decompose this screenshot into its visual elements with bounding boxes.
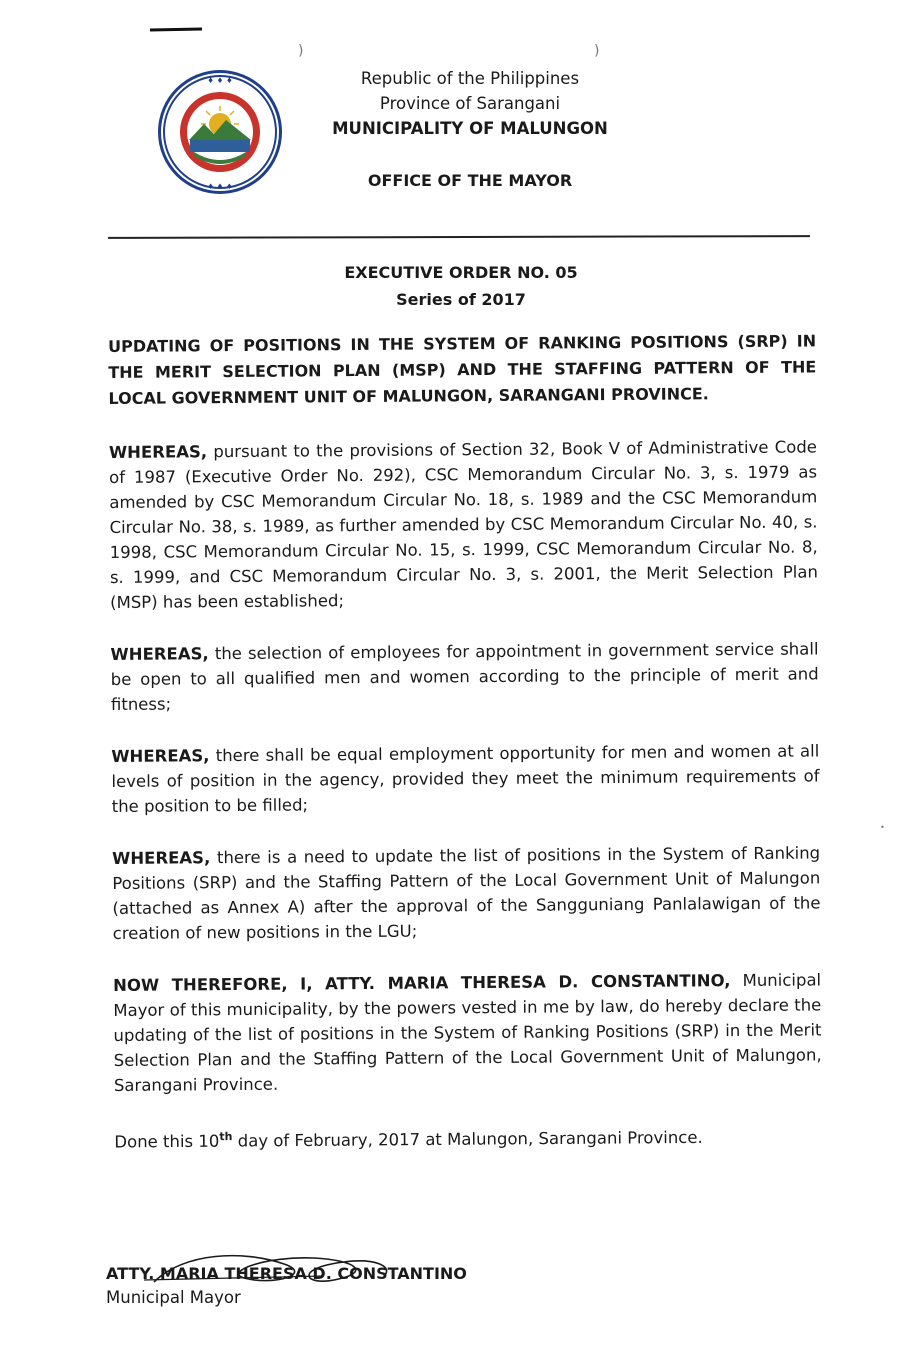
- order-number: EXECUTIVE ORDER NO. 05: [344, 263, 578, 282]
- whereas-text: the selection of employees for appointment in government service shall be open to all qualified men and women according to the principle of merit and fitness;: [110, 639, 819, 714]
- done-line: [114, 1119, 822, 1154]
- done-suffix: day of February, 2017 at Malungon, Sarangani Province.: [232, 1127, 703, 1151]
- document-body: [108, 328, 822, 1154]
- whereas-text: pursuant to the provisions of Section 32, Book V of Administrative Code of 1987 (Executive Order No. 292), CSC Memorandum Circular No. 3, s. 1979 as amended by CSC Memorandum Circular No. 18, s. 1989 and the CSC Memorandum Circular No. 38, s. 1989, as further amended by CSC Memorandum Circular No. 40, s. 1998, CSC Memorandum Circular No. 15, s. 1999, CSC Memorandum Circular No. 8, s. 1999, and CSC Memorandum Circular No. 3, s. 2001, the Merit Selection Plan (MSP) has been established;: [109, 437, 818, 612]
- office-line: OFFICE OF THE MAYOR: [367, 171, 573, 190]
- republic-line: Republic of the Philippines: [360, 69, 580, 88]
- order-series: Series of 2017: [396, 290, 526, 309]
- therefore-paragraph: [113, 967, 822, 1098]
- municipal-seal-icon: [156, 68, 284, 196]
- whereas-lead: WHEREAS,: [108, 442, 208, 462]
- whereas-paragraph: [110, 636, 819, 717]
- therefore-lead: NOW THEREFORE, I, ATTY. MARIA THERESA D. CONSTANTINO,: [113, 971, 731, 995]
- whereas-text: there is a need to update the list of positions in the System of Ranking Positions (SRP) and the Staffing Pattern of the Local Government Unit of Malungon (attached as Annex A) after the approval of the Sangguniang Panlalawigan of the creation of new positions in the LGU;: [112, 843, 821, 943]
- done-prefix: Done this 10: [114, 1131, 220, 1152]
- signatory-name: ATTY. MARIA THERESA D. CONSTANTINO: [106, 1264, 467, 1283]
- province-line: Province of Sarangani: [379, 94, 561, 113]
- letterhead: [300, 66, 640, 193]
- pen-mark: [150, 28, 202, 32]
- order-subject: UPDATING OF POSITIONS IN THE SYSTEM OF RANKING POSITIONS (SRP) IN THE MERIT SELECTION PLAN (MSP) AND THE STAFFING PATTERN OF THE LOCAL GOVERNMENT UNIT OF MALUNGON, SARANGANI PROVINCE.: [108, 331, 817, 408]
- municipality-line: MUNICIPALITY OF MALUNGON: [332, 119, 608, 138]
- done-ordinal: th: [219, 1130, 233, 1144]
- scan-speck: ): [594, 43, 600, 59]
- therefore-text: Municipal Mayor of this municipality, by the powers vested in me by law, do hereby declare the updating of the list of positions in the System of Ranking Positions (SRP) in the Merit Selection Plan and the Staffing Pattern of the Local Government Unit of Malungon, Sarangani Province.: [113, 970, 822, 1095]
- signatory-title: Municipal Mayor: [106, 1288, 241, 1307]
- scan-speck: ): [298, 43, 304, 59]
- whereas-lead: WHEREAS,: [111, 746, 210, 766]
- order-title: [108, 259, 814, 313]
- svg-text:♦ ♦ ♦: ♦ ♦ ♦: [207, 182, 233, 191]
- whereas-paragraph: [112, 840, 821, 946]
- header-divider: [108, 235, 810, 239]
- whereas-text: there shall be equal employment opportunity for men and women at all levels of position in the agency, provided they meet the minimum requirements of the position to be filled;: [111, 741, 820, 816]
- scan-speck: •: [880, 823, 885, 832]
- whereas-lead: WHEREAS,: [110, 644, 209, 664]
- whereas-paragraph: [109, 434, 818, 615]
- whereas-paragraph: [111, 738, 820, 819]
- signature-block: [106, 1262, 526, 1310]
- whereas-lead: WHEREAS,: [112, 848, 211, 868]
- svg-text:♦ ♦ ♦: ♦ ♦ ♦: [207, 76, 233, 85]
